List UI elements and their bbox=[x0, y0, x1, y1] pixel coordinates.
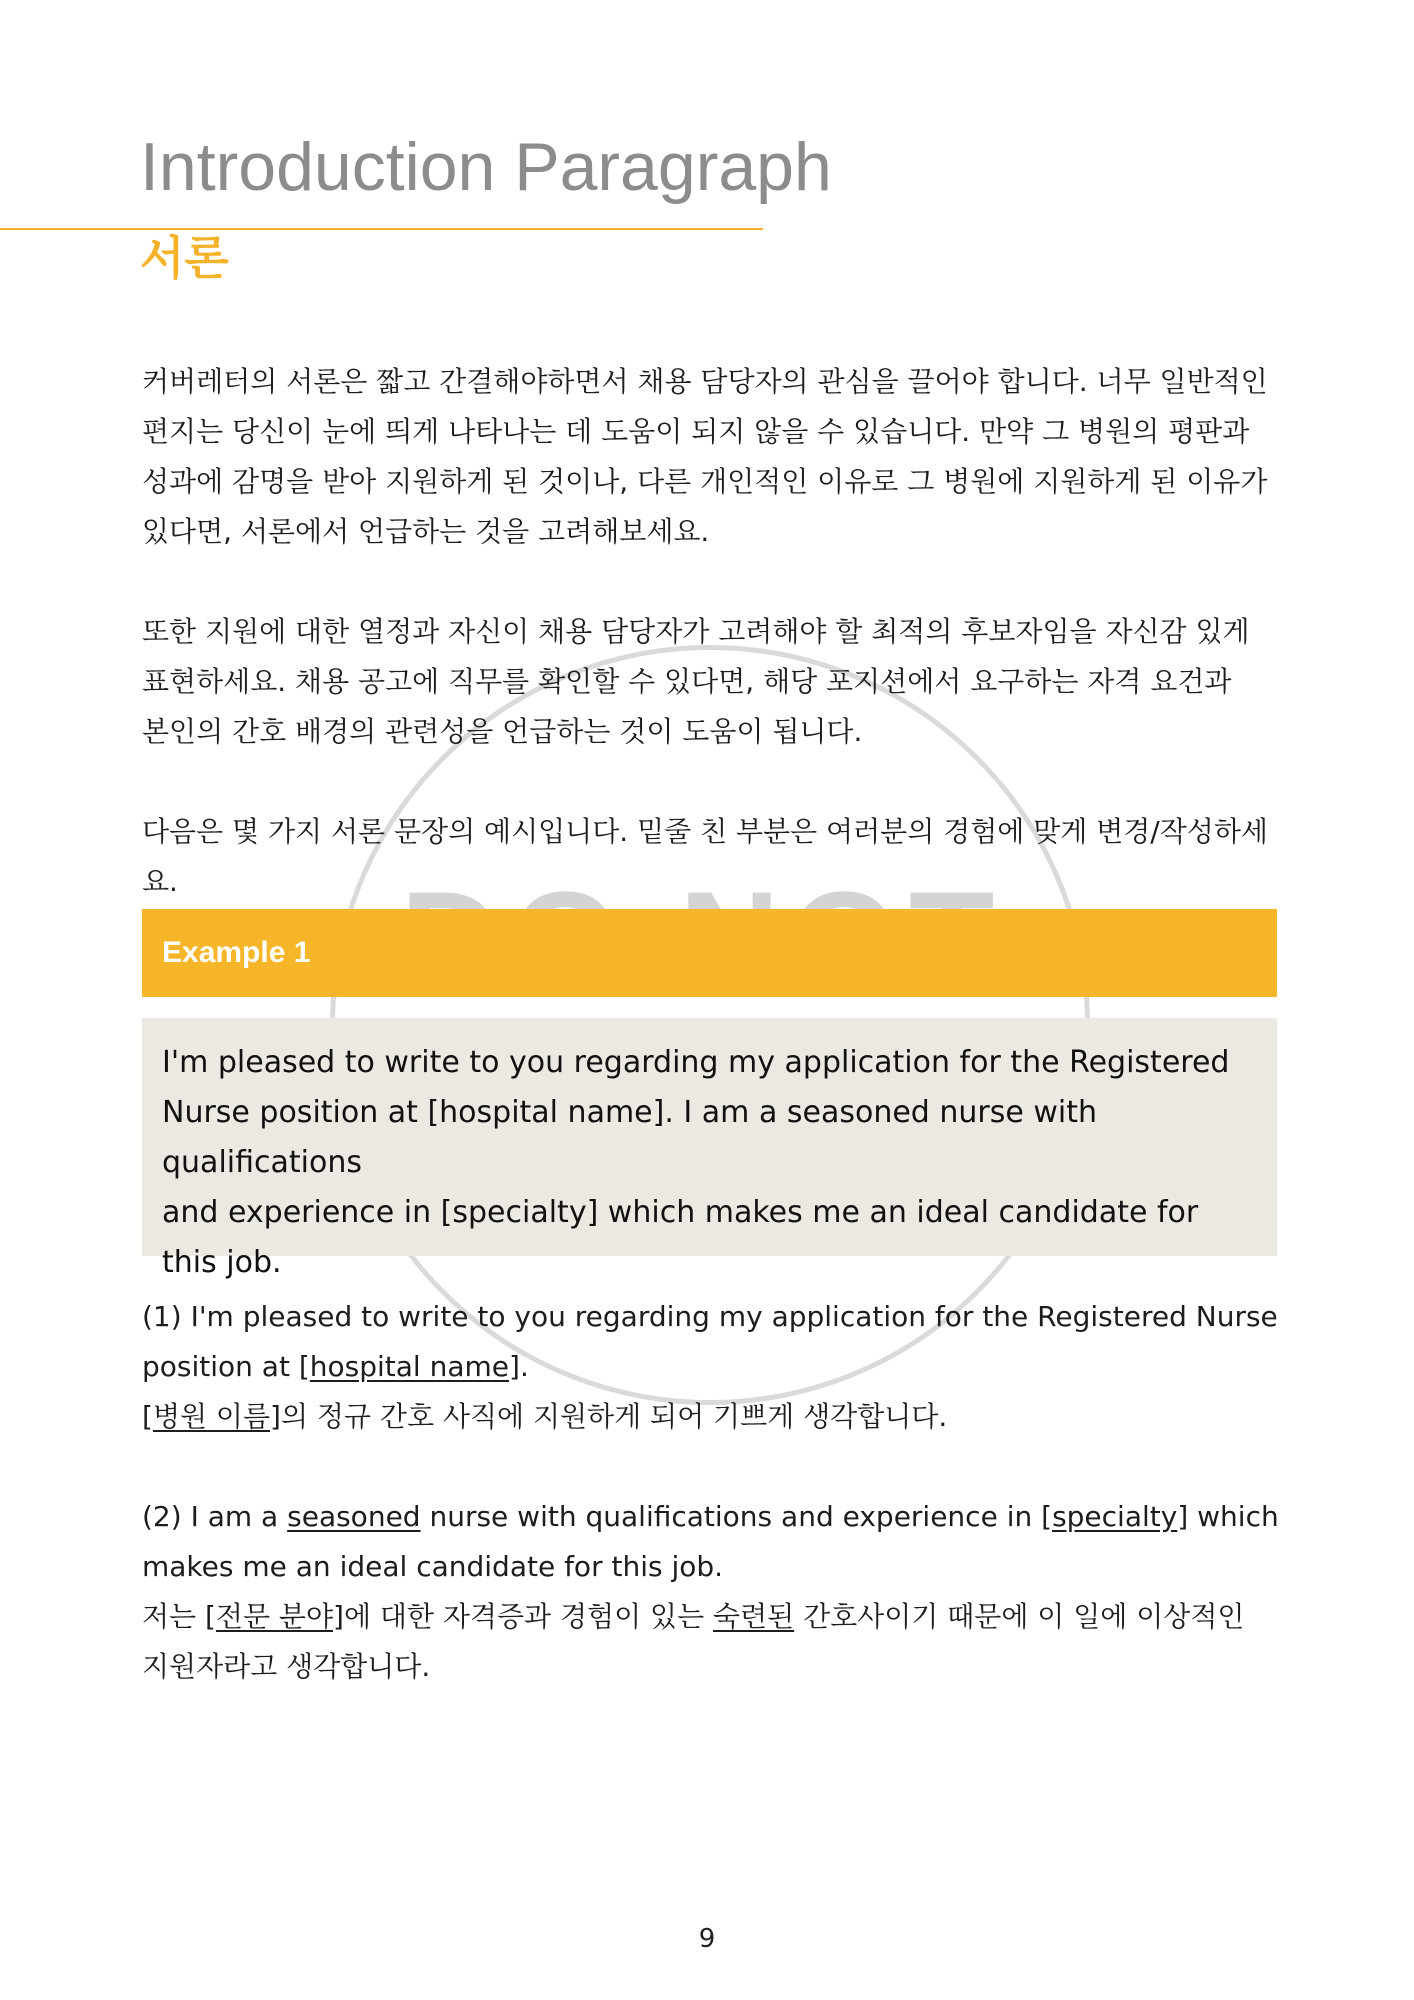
example-box bbox=[142, 1018, 1277, 1280]
example-line: this job. bbox=[162, 1245, 282, 1280]
item-2-korean-line bbox=[142, 1592, 1292, 1642]
underlined-placeholder: specialty bbox=[1052, 1500, 1178, 1533]
item-2-english-line: makes me an ideal candidate for this job. bbox=[142, 1550, 724, 1583]
page-title-korean: 서론 bbox=[140, 231, 229, 285]
paragraph-line: 있다면, 서론에서 언급하는 것을 고려해보세요. bbox=[142, 515, 710, 548]
paragraph-line: 또한 지원에 대한 열정과 자신이 채용 담당자가 고려해야 할 최적의 후보자임을 자신감 있게 bbox=[142, 615, 1250, 648]
text-segment: nurse with qualifications and experience in [ bbox=[420, 1500, 1053, 1533]
paragraph-line: 성과에 감명을 받아 지원하게 된 것이나, 다른 개인적인 이유로 그 병원에 지원하게 된 이유가 bbox=[142, 465, 1268, 498]
text-segment: ] which bbox=[1177, 1500, 1279, 1533]
intro-paragraph-3 bbox=[142, 807, 1292, 907]
underlined-placeholder: hospital name bbox=[309, 1350, 510, 1383]
item-2-english-line bbox=[142, 1492, 1292, 1542]
page-number: 9 bbox=[698, 1924, 716, 1954]
example-line: I'm pleased to write to you regarding my application for the Registered bbox=[162, 1045, 1230, 1080]
underlined-placeholder: 병원 이름 bbox=[152, 1400, 271, 1433]
text-segment: 간호사이기 때문에 이 일에 이상적인 bbox=[794, 1600, 1245, 1633]
text-segment: (2) I am a bbox=[142, 1500, 288, 1533]
example-label: Example 1 bbox=[162, 936, 311, 969]
title-underline bbox=[0, 228, 763, 230]
paragraph-line: 커버레터의 서론은 짧고 간결해야하면서 채용 담당자의 관심을 끌어야 합니다. 너무 일반적인 bbox=[142, 365, 1268, 398]
item-1-english-line bbox=[142, 1342, 1292, 1392]
intro-paragraph-2 bbox=[142, 607, 1292, 757]
example-header bbox=[142, 909, 1277, 997]
intro-paragraph-1 bbox=[142, 357, 1292, 557]
paragraph-line: 편지는 당신이 눈에 띄게 나타나는 데 도움이 되지 않을 수 있습니다. 만약 그 병원의 평판과 bbox=[142, 415, 1250, 448]
text-segment: 저는 [ bbox=[142, 1600, 216, 1633]
underlined-placeholder: 전문 분야 bbox=[215, 1600, 334, 1633]
underlined-placeholder: seasoned bbox=[287, 1500, 421, 1533]
paragraph-line: 표현하세요. 채용 공고에 직무를 확인할 수 있다면, 해당 포지션에서 요구하는 자격 요건과 bbox=[142, 665, 1232, 698]
item-1-korean-line bbox=[142, 1392, 1292, 1442]
example-item-2 bbox=[142, 1492, 1292, 1692]
text-segment: ]에 대한 자격증과 경험이 있는 bbox=[333, 1600, 714, 1633]
example-item-1 bbox=[142, 1292, 1292, 1442]
text-segment: ]. bbox=[509, 1350, 529, 1383]
underlined-placeholder: 숙련된 bbox=[713, 1600, 795, 1633]
text-segment: position at [ bbox=[142, 1350, 310, 1383]
example-text bbox=[162, 1038, 1257, 1288]
paragraph-line: 다음은 몇 가지 서론 문장의 예시입니다. 밑줄 친 부분은 여러분의 경험에 맞게 변경/작성하세요. bbox=[142, 815, 1268, 898]
paragraph-line: 본인의 간호 배경의 관련성을 언급하는 것이 도움이 됩니다. bbox=[142, 715, 863, 748]
item-1-english-line: (1) I'm pleased to write to you regarding my application for the Registered Nurse bbox=[142, 1300, 1278, 1333]
item-2-korean-line: 지원자라고 생각합니다. bbox=[142, 1650, 431, 1683]
example-line: and experience in [specialty] which makes me an ideal candidate for bbox=[162, 1195, 1199, 1230]
text-segment: [ bbox=[142, 1400, 153, 1433]
example-line: Nurse position at [hospital name]. I am a seasoned nurse with qualifications bbox=[162, 1095, 1097, 1180]
page-title-english: Introduction Paragraph bbox=[140, 129, 832, 205]
text-segment: ]의 정규 간호 사직에 지원하게 되어 기쁘게 생각합니다. bbox=[270, 1400, 948, 1433]
